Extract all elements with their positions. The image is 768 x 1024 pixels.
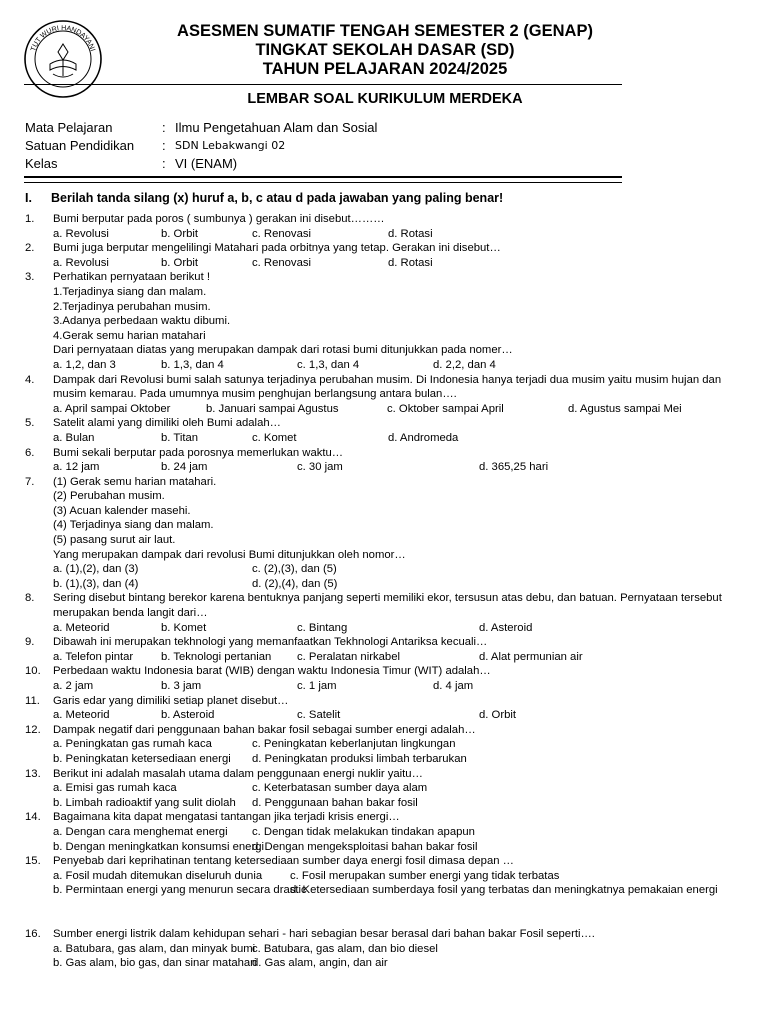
answer-option[interactable]: a. April sampai Oktober: [53, 402, 171, 415]
answer-option[interactable]: c. Keterbatasan sumber daya alam: [252, 782, 428, 795]
answer-option[interactable]: d. Rotasi: [388, 256, 433, 269]
tut-wuri-handayani-logo: [22, 18, 104, 100]
info-divider-bottom: [24, 182, 622, 183]
answer-options: [53, 227, 755, 242]
question-number: 1.: [25, 213, 35, 225]
academic-year: TAHUN PELAJARAN 2024/2025: [262, 60, 508, 78]
answer-option[interactable]: d. Rotasi: [388, 227, 433, 240]
answer-option[interactable]: d. 4 jam: [433, 680, 474, 692]
answer-option[interactable]: d. (2),(4), dan (5): [252, 577, 338, 590]
answer-option[interactable]: a. (1),(2), dan (3): [53, 563, 139, 576]
question-text: Dibawah ini merupakan tekhnologi yang memanfaatkan Tekhnologi Antariksa kecuali…: [53, 636, 488, 649]
info-row-subject: [25, 119, 377, 137]
answer-option[interactable]: c. 1 jam: [297, 680, 337, 692]
question-number: 8.: [25, 592, 35, 605]
question-text: (2) Perubahan musim.: [53, 490, 165, 503]
answer-options: [53, 708, 755, 723]
answer-option[interactable]: d. Peningkatan produksi limbah terbarukan: [252, 752, 467, 765]
answer-option[interactable]: d. Gas alam, angin, dan air: [252, 957, 388, 970]
question-item: [25, 212, 755, 241]
answer-option[interactable]: a. Revolusi: [53, 227, 109, 240]
answer-options: [53, 942, 755, 957]
question-body: [53, 416, 755, 445]
answer-option[interactable]: b. (1),(3), dan (4): [53, 577, 139, 590]
question-text: Sering disebut bintang berekor karena bentuknya panjang seperti memiliki ekor, tersusun atas debu, dan batuan. Pernyataan tersebut: [53, 592, 722, 605]
answer-options: [53, 621, 755, 636]
instruction-text: Berilah tanda silang (x) huruf a, b, c atau d pada jawaban yang paling benar!: [51, 191, 504, 205]
info-row-class: [25, 155, 377, 173]
answer-options: [53, 431, 755, 446]
section-number: I.: [25, 191, 32, 205]
answer-option[interactable]: c. Dengan tidak melakukan tindakan apapun: [252, 825, 475, 838]
question-text: Bagaimana kita dapat mengatasi tantangan jika terjadi krisis energi…: [53, 811, 400, 824]
header-divider: [24, 84, 622, 85]
answer-options: [53, 256, 755, 271]
answer-option[interactable]: a. Fosil mudah ditemukan diseluruh dunia: [53, 869, 263, 882]
exam-header: [150, 22, 620, 79]
question-list: [25, 212, 755, 971]
question-text: 3.Adanya perbedaan waktu dibumi.: [53, 315, 231, 328]
question-number: 12.: [25, 723, 41, 736]
question-text: Dampak dari Revolusi bumi salah satunya terjadinya perubahan musim. Di Indonesia hanya terjadi dua musim yaitu musim hujan dan: [53, 373, 722, 386]
question-text: Dampak negatif dari penggunaan bahan bakar fosil sebagai sumber energi adalah…: [53, 723, 476, 736]
answer-option[interactable]: d. 2,2, dan 4: [433, 358, 496, 371]
question-number: 11.: [25, 694, 40, 707]
answer-option[interactable]: a. Telefon pintar: [53, 650, 134, 663]
question-body: [53, 591, 755, 635]
answer-option[interactable]: c. Satelit: [297, 709, 341, 722]
question-item: [25, 591, 755, 635]
info-label: Mata Pelajaran: [25, 120, 113, 135]
answer-option[interactable]: a. Meteorid: [53, 709, 110, 722]
question-text: (4) Terjadinya siang dan malam.: [53, 519, 214, 532]
answer-options: [53, 577, 755, 592]
question-text: musim kemarau. Pada umumnya musim penghujan berlangsung antara bulan….: [53, 388, 457, 401]
answer-options: [53, 883, 755, 898]
question-text: Perbedaan waktu Indonesia barat (WIB) dengan waktu Indonesia Timur (WIT) adalah…: [53, 665, 491, 678]
answer-options: [53, 869, 755, 884]
question-text: 1.Terjadinya siang dan malam.: [53, 285, 207, 298]
answer-option[interactable]: c. Renovasi: [252, 256, 312, 269]
answer-options: [53, 358, 755, 373]
question-text: (5) pasang surut air laut.: [53, 534, 176, 547]
answer-options: [53, 562, 755, 577]
question-body: [53, 446, 755, 475]
question-text: merupakan benda langit dari…: [53, 607, 208, 620]
answer-option[interactable]: d. Ketersediaan sumberdaya fosil yang terbatas dan meningkatnya pemakaian energi: [290, 884, 718, 897]
question-text: Bumi juga berputar mengelilingi Matahari pada orbitnya yang tetap. Gerakan ini disebut…: [53, 242, 501, 255]
answer-options: [53, 956, 755, 971]
answer-options: [53, 737, 755, 752]
answer-option[interactable]: c. Bintang: [297, 621, 348, 634]
question-text: Dari pernyataan diatas yang merupakan dampak dari rotasi bumi ditunjukkan pada nomer…: [53, 344, 513, 357]
answer-option[interactable]: b. Peningkatan ketersediaan energi: [53, 752, 231, 765]
question-item: [25, 416, 755, 445]
answer-option[interactable]: d. Andromeda: [388, 431, 459, 444]
question-item: [25, 810, 755, 854]
answer-option[interactable]: c. Peralatan nirkabel: [297, 650, 400, 663]
question-body: [53, 270, 755, 372]
answer-option[interactable]: b. Permintaan energi yang menurun secara drastic: [53, 884, 307, 897]
answer-option[interactable]: b. Titan: [161, 431, 199, 444]
answer-option[interactable]: c. Peningkatan keberlanjutan lingkungan: [252, 738, 456, 751]
answer-option[interactable]: b. Januari sampai Agustus: [206, 402, 339, 415]
info-colon: :: [162, 120, 166, 135]
question-text: 4.Gerak semu harian matahari: [53, 329, 206, 342]
info-value: SDN Lebakwangi 02: [175, 139, 286, 152]
question-body: [53, 694, 755, 723]
answer-options: [53, 752, 755, 767]
question-text: (3) Acuan kalender masehi.: [53, 504, 191, 517]
answer-option[interactable]: b. Dengan meningkatkan konsumsi energi: [53, 840, 265, 853]
answer-option[interactable]: a. Peningkatan gas rumah kaca: [53, 738, 212, 751]
answer-options: [53, 650, 755, 665]
question-text: Garis edar yang dimiliki setiap planet disebut…: [53, 694, 289, 707]
answer-option[interactable]: b. Asteroid: [161, 709, 215, 722]
answer-option[interactable]: c. 1,3, dan 4: [297, 358, 360, 371]
answer-option[interactable]: a. Batubara, gas alam, dan minyak bumi: [53, 942, 256, 955]
answer-options: [53, 840, 755, 855]
answer-options: [53, 402, 755, 417]
question-item: [25, 694, 755, 723]
answer-option[interactable]: b. 3 jam: [161, 680, 202, 692]
question-item: [25, 927, 755, 971]
question-text: Yang merupakan dampak dari revolusi Bumi ditunjukkan oleh nomor…: [53, 548, 406, 561]
answer-option[interactable]: c. (2),(3), dan (5): [252, 563, 337, 576]
info-value: Ilmu Pengetahuan Alam dan Sosial: [175, 120, 378, 135]
answer-option[interactable]: b. Orbit: [161, 256, 199, 269]
info-label: Kelas: [25, 156, 58, 171]
answer-options: [53, 781, 755, 796]
question-text: Penyebab dari keprihatinan tentang ketersediaan sumber daya energi fosil dimasa depan …: [53, 855, 514, 868]
question-number: 14.: [25, 811, 41, 824]
answer-option[interactable]: d. Alat permunian air: [479, 650, 583, 663]
question-number: 7.: [25, 475, 35, 488]
info-row-school: [25, 137, 377, 155]
answer-option[interactable]: c. 30 jam: [297, 461, 343, 474]
question-item: [25, 446, 755, 475]
question-body: [53, 664, 755, 693]
answer-option[interactable]: d. Asteroid: [479, 621, 533, 634]
info-divider-top: [24, 176, 622, 178]
answer-option[interactable]: c. Oktober sampai April: [387, 402, 504, 415]
question-body: [53, 723, 755, 767]
question-text: Satelit alami yang dimiliki oleh Bumi adalah…: [53, 417, 281, 430]
question-body: [53, 927, 755, 971]
question-body: [53, 373, 755, 417]
section-instruction: [25, 191, 503, 205]
question-item: [25, 373, 755, 417]
exam-title: ASESMEN SUMATIF TENGAH SEMESTER 2 (GENAP): [177, 22, 593, 40]
answer-option[interactable]: c. Komet: [252, 431, 297, 444]
answer-options: [53, 460, 755, 475]
school-level: TINGKAT SEKOLAH DASAR (SD): [255, 41, 515, 59]
question-body: [53, 854, 755, 898]
info-label: Satuan Pendidikan: [25, 138, 135, 153]
answer-option[interactable]: b. Orbit: [161, 227, 199, 240]
answer-option[interactable]: d. Dengan mengeksploitasi bahan bakar fosil: [252, 840, 478, 853]
question-number: 13.: [25, 767, 41, 780]
spacer: [25, 898, 755, 927]
answer-option[interactable]: a. 2 jam: [53, 680, 94, 692]
answer-option[interactable]: b. 1,3, dan 4: [161, 358, 224, 371]
question-body: [53, 241, 755, 270]
answer-option[interactable]: a. 1,2, dan 3: [53, 358, 116, 371]
answer-option[interactable]: a. Dengan cara menghemat energi: [53, 825, 228, 838]
answer-options: [53, 679, 755, 694]
question-text: Perhatikan pernyataan berikut !: [53, 271, 210, 284]
question-number: 16.: [25, 927, 41, 940]
answer-option[interactable]: b. Limbah radioaktif yang sulit diolah: [53, 796, 236, 809]
worksheet-subtitle: LEMBAR SOAL KURIKULUM MERDEKA: [247, 91, 523, 107]
answer-option[interactable]: d. Orbit: [479, 709, 517, 722]
question-item: [25, 241, 755, 270]
question-item: [25, 270, 755, 372]
answer-option[interactable]: a. Revolusi: [53, 256, 109, 269]
exam-info: [25, 119, 377, 173]
info-colon: :: [162, 156, 166, 171]
question-body: [53, 475, 755, 592]
question-item: [25, 664, 755, 693]
answer-option[interactable]: a. Meteorid: [53, 621, 110, 634]
question-number: 3.: [25, 271, 35, 284]
question-text: Bumi berputar pada poros ( sumbunya ) gerakan ini disebut………: [53, 213, 385, 225]
question-text: Berikut ini adalah masalah utama dalam penggunaan energi nuklir yaitu…: [53, 767, 423, 780]
question-number: 2.: [25, 242, 35, 255]
answer-option[interactable]: d. Penggunaan bahan bakar fosil: [252, 796, 418, 809]
answer-option[interactable]: b. Gas alam, bio gas, dan sinar matahari: [53, 957, 257, 970]
question-body: [53, 767, 755, 811]
info-colon: :: [162, 138, 166, 153]
question-body: [53, 810, 755, 854]
question-number: 10.: [25, 665, 41, 678]
question-text: Bumi sekali berputar pada porosnya memerlukan waktu…: [53, 446, 344, 459]
answer-option[interactable]: b. 24 jam: [161, 461, 208, 474]
answer-options: [53, 825, 755, 840]
question-item: [25, 475, 755, 592]
question-body: [53, 635, 755, 664]
question-text: 2.Terjadinya perubahan musim.: [53, 300, 211, 313]
question-item: [25, 854, 755, 898]
answer-option[interactable]: b. Komet: [161, 621, 207, 634]
answer-option[interactable]: a. Bulan: [53, 431, 95, 444]
question-item: [25, 723, 755, 767]
answer-option[interactable]: c. Batubara, gas alam, dan bio diesel: [252, 942, 438, 955]
question-item: [25, 635, 755, 664]
question-number: 4.: [25, 373, 35, 386]
answer-option[interactable]: a. 12 jam: [53, 461, 100, 474]
question-number: 9.: [25, 636, 35, 649]
answer-options: [53, 796, 755, 811]
info-value: VI (ENAM): [175, 156, 238, 171]
answer-option[interactable]: d. Agustus sampai Mei: [568, 402, 682, 415]
question-number: 5.: [25, 417, 35, 430]
answer-option[interactable]: a. Emisi gas rumah kaca: [53, 782, 177, 795]
answer-option[interactable]: b. Teknologi pertanian: [161, 650, 272, 663]
answer-option[interactable]: c. Renovasi: [252, 227, 312, 240]
question-text: Sumber energi listrik dalam kehidupan sehari - hari sebagian besar berasal dari bahan bakar Fosil seperti….: [53, 927, 595, 940]
svg-text:TUT WURI HANDAYANI: TUT WURI HANDAYANI: [30, 24, 96, 53]
question-item: [25, 767, 755, 811]
question-body: [53, 212, 755, 241]
answer-option[interactable]: d. 365,25 hari: [479, 461, 549, 474]
question-number: 6.: [25, 446, 35, 459]
question-text: (1) Gerak semu harian matahari.: [53, 475, 217, 488]
question-number: 15.: [25, 855, 41, 868]
answer-option[interactable]: c. Fosil merupakan sumber energi yang tidak terbatas: [290, 869, 560, 882]
